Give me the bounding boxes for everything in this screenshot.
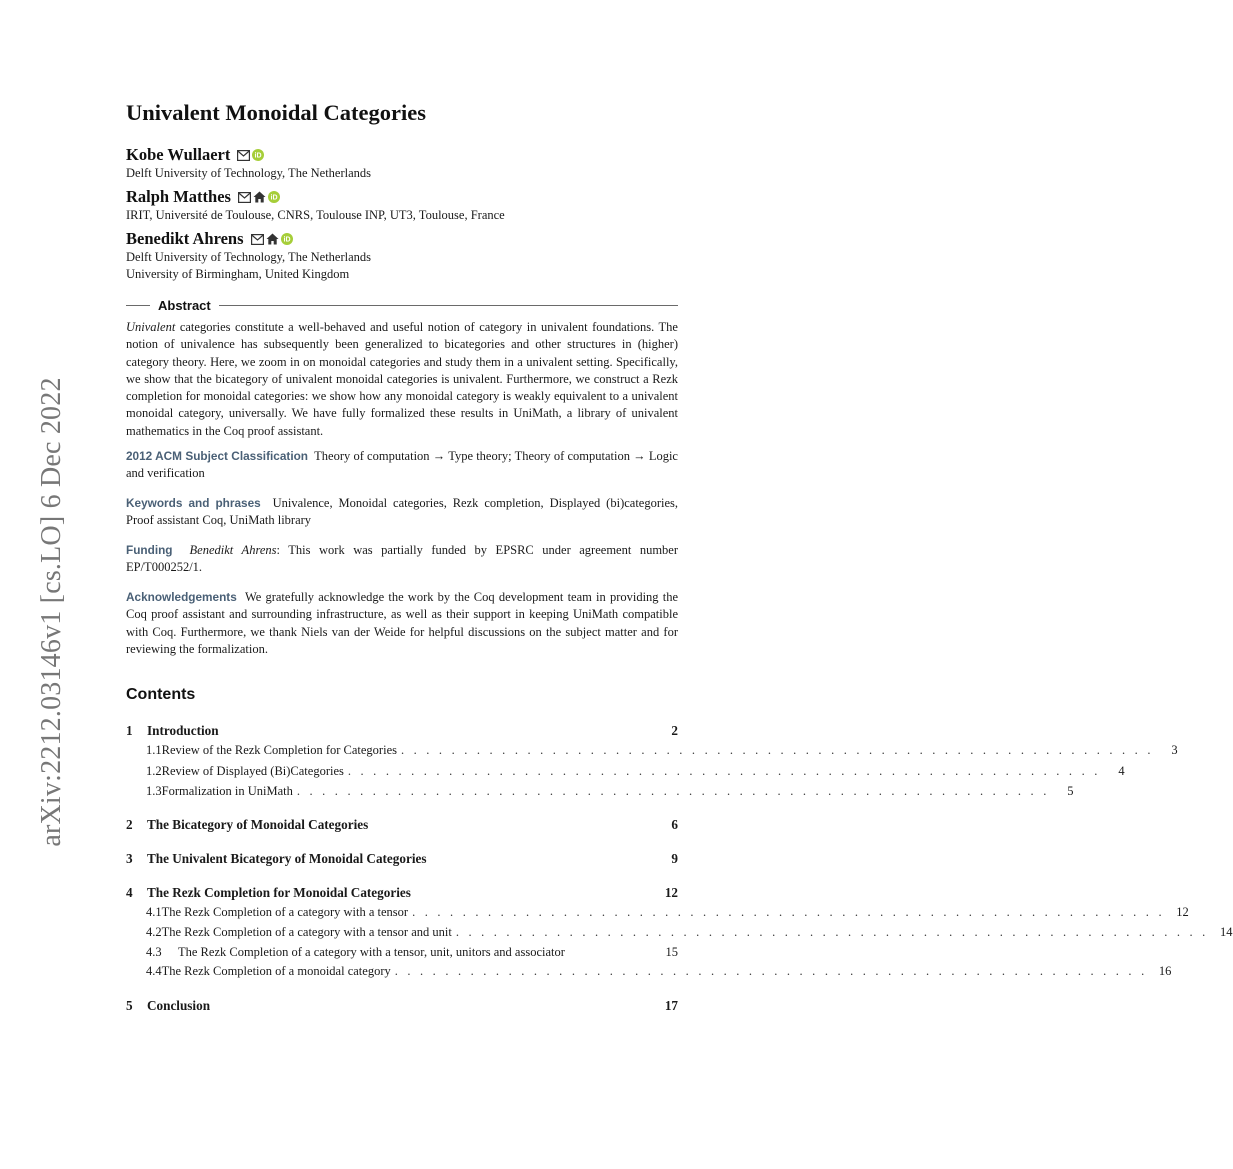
mail-icon[interactable] xyxy=(237,150,250,161)
toc-number: 3 xyxy=(126,851,133,866)
toc-page: 5 xyxy=(1067,784,1074,798)
toc-leader: . . . . . . . . . . . . . . . . . . . . . . . . . . . . . . . . . . . . . . . . . . . . . . . . . . . . . . . . . . . . xyxy=(394,964,1148,978)
orcid-icon[interactable] xyxy=(281,233,293,245)
abstract-lead: Univalent xyxy=(126,320,176,334)
author-name: Kobe Wullaert xyxy=(126,145,231,164)
toc-number: 1.1 xyxy=(146,743,162,757)
toc-title: The Rezk Completion of a category with a tensor and unit xyxy=(161,925,452,939)
toc-title: The Rezk Completion of a category with a tensor, unit, unitors and associator xyxy=(178,945,565,959)
toc-page: 12 xyxy=(1176,905,1189,919)
abstract-text xyxy=(126,319,678,440)
toc-title: Review of Displayed (Bi)Categories xyxy=(161,764,344,778)
affiliation: University of Birmingham, United Kingdom xyxy=(126,267,350,281)
abstract-body: categories constitute a well-behaved and useful notion of category in univalent foundations. The notion of univalence has subsequently been generalized to bicategories and other structures in (higher) category theory. Here, we zoom in on monoidal categories and study them in a univalent setting. Specifically, we show that the bicategory of univalent monoidal categories is univalent. Furthermore, we construct a Rezk completion for monoidal categories: we show how any monoidal category is weakly equivalent to a univalent monoidal category, universally. We have fully formalized these results in UniMath, a library of univalent mathematics in the Coq proof assistant. xyxy=(126,320,678,438)
author-block xyxy=(126,187,505,224)
toc-page: 16 xyxy=(1158,964,1172,978)
abstract-heading xyxy=(126,298,678,313)
toc-number: 4.1 xyxy=(146,905,162,919)
toc-page: 2 xyxy=(671,723,678,738)
svg-text:iD: iD xyxy=(254,152,262,160)
acm-classification xyxy=(126,448,678,483)
toc-leader: . . . . . . . . . . . . . . . . . . . . . . . . . . . . . . . . . . . . . . . . . . . . . . . . . . . . . . . . . . . . xyxy=(455,925,1209,939)
toc-page: 17 xyxy=(664,998,678,1013)
author-name: Benedikt Ahrens xyxy=(126,229,244,248)
toc-entry[interactable] xyxy=(126,905,1189,920)
svg-text:iD: iD xyxy=(283,236,291,244)
toc-number: 4.4 xyxy=(146,964,162,978)
home-icon[interactable] xyxy=(266,233,279,245)
keywords-text: Univalence, Monoidal categories, Rezk completion, Displayed (bi)categories, Proof assistant Coq, UniMath library xyxy=(126,496,679,528)
toc-entry[interactable] xyxy=(126,885,678,901)
toc-title: The Rezk Completion for Monoidal Categories xyxy=(147,885,411,900)
funding-name: Benedikt Ahrens xyxy=(189,543,277,557)
toc-entry[interactable] xyxy=(126,998,678,1014)
mail-icon[interactable] xyxy=(238,192,251,203)
toc-number: 2 xyxy=(126,817,133,832)
toc-title: The Univalent Bicategory of Monoidal Categories xyxy=(147,851,427,866)
author-block xyxy=(126,229,371,283)
toc-page: 4 xyxy=(1118,764,1125,778)
toc-entry[interactable] xyxy=(126,964,1172,979)
divider xyxy=(126,305,150,306)
toc-leader: . . . . . . . . . . . . . . . . . . . . . . . . . . . . . . . . . . . . . . . . . . . . . . . . . . . . . . . . . . . . xyxy=(412,905,1165,919)
toc-title: Introduction xyxy=(147,723,219,738)
svg-text:iD: iD xyxy=(270,194,278,202)
toc-page: 15 xyxy=(665,945,678,959)
affiliation: Delft University of Technology, The Netherlands xyxy=(126,166,372,180)
paper-title: Univalent Monoidal Categories xyxy=(126,100,426,125)
toc-title: The Bicategory of Monoidal Categories xyxy=(147,817,369,832)
toc-page: 9 xyxy=(671,851,678,866)
orcid-icon[interactable] xyxy=(252,149,264,161)
toc-title: The Rezk Completion of a monoidal category xyxy=(161,964,391,978)
toc-number: 1.2 xyxy=(146,764,162,778)
toc-number: 4.2 xyxy=(146,925,162,939)
toc-page: 6 xyxy=(671,817,678,832)
affiliation: Delft University of Technology, The Netherlands xyxy=(126,250,372,264)
toc-page: 12 xyxy=(664,885,678,900)
keywords-label: Keywords and phrases xyxy=(126,496,261,510)
acm-label: 2012 ACM Subject Classification xyxy=(126,449,309,463)
toc-leader: . . . . . . . . . . . . . . . . . . . . . . . . . . . . . . . . . . . . . . . . . . . . . . . . . . . . . . . . . . . . xyxy=(296,784,1050,798)
author-block xyxy=(126,145,371,182)
divider xyxy=(219,305,678,306)
toc-entry[interactable] xyxy=(126,925,1233,940)
toc-number: 1 xyxy=(126,723,133,738)
toc-entry[interactable] xyxy=(126,817,678,833)
toc-number: 5 xyxy=(126,998,133,1013)
funding-label: Funding xyxy=(126,543,173,557)
acknowledgements-label: Acknowledgements xyxy=(126,590,237,604)
funding-text: : This work was partially funded by EPSRC under agreement number EP/T000252/1. xyxy=(126,543,679,575)
toc-entry[interactable] xyxy=(126,764,1125,779)
mail-icon[interactable] xyxy=(251,234,264,245)
funding xyxy=(126,542,678,577)
toc-page: 3 xyxy=(1171,743,1178,757)
toc-entry[interactable] xyxy=(126,945,678,960)
toc-title: The Rezk Completion of a category with a tensor xyxy=(161,905,409,919)
arxiv-identifier: arXiv:2212.03146v1 [cs.LO] 6 Dec 2022 xyxy=(36,377,67,847)
toc-leader: . . . . . . . . . . . . . . . . . . . . . . . . . . . . . . . . . . . . . . . . . . . . . . . . . . . . . . . . . . . . xyxy=(400,743,1154,757)
home-icon[interactable] xyxy=(253,191,266,203)
toc-page: 14 xyxy=(1220,925,1233,939)
acknowledgements-text: We gratefully acknowledge the work by the Coq development team in providing the Coq proof assistant and surrounding infrastructure, as well as their support in keeping UniMath compatible with Coq. Furthermore, we thank Niels van der Weide for helpful discussions on the subject matter and for reviewing the formalization. xyxy=(126,590,678,656)
acm-text: Theory of computation → Type theory; Theory of computation → Logic and verification xyxy=(126,449,678,481)
toc-number: 4 xyxy=(126,885,133,900)
toc-entry[interactable] xyxy=(126,851,678,867)
affiliation: IRIT, Université de Toulouse, CNRS, Toulouse INP, UT3, Toulouse, France xyxy=(126,208,505,222)
orcid-icon[interactable] xyxy=(268,191,280,203)
acknowledgements xyxy=(126,589,678,658)
contents-heading: Contents xyxy=(126,686,196,703)
toc-entry[interactable] xyxy=(126,743,1178,758)
author-name: Ralph Matthes xyxy=(126,187,231,206)
abstract-label: Abstract xyxy=(158,298,211,313)
toc-number: 4.3 xyxy=(146,945,162,959)
toc-title: Formalization in UniMath xyxy=(161,784,293,798)
toc-number: 1.3 xyxy=(146,784,162,798)
keywords xyxy=(126,495,678,530)
toc-entry[interactable] xyxy=(126,784,1074,799)
toc-title: Conclusion xyxy=(147,998,211,1013)
toc-leader: . . . . . . . . . . . . . . . . . . . . . . . . . . . . . . . . . . . . . . . . . . . . . . . . . . . . . . . . . . . . xyxy=(347,764,1101,778)
toc-entry[interactable] xyxy=(126,723,678,739)
toc-title: Review of the Rezk Completion for Categories xyxy=(161,743,397,757)
